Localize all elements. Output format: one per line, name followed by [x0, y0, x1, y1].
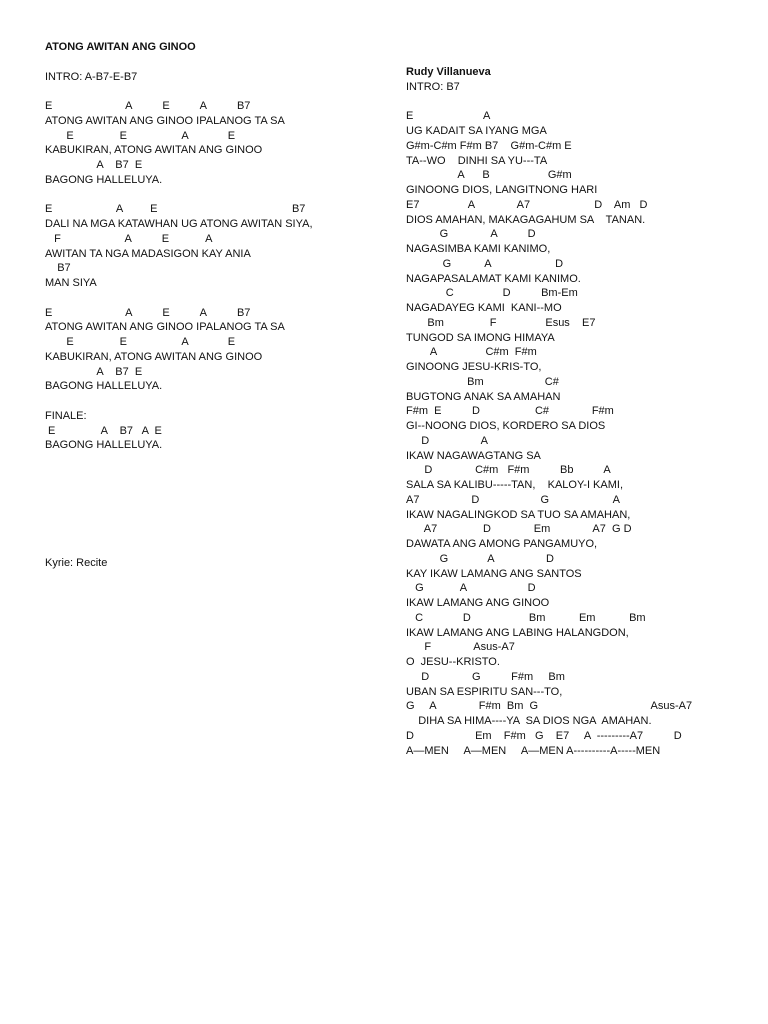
lyric-line: SALA SA KALIBU-----TAN, KALOY-I KAMI, — [406, 479, 624, 491]
chord-line: G A D — [406, 582, 536, 595]
lyric-line: DIOS AMAHAN, MAKAGAGAHUM SA TANAN. — [406, 213, 646, 226]
verse-3 — [45, 306, 395, 395]
song-title: ATONG AWITAN ANG GINOO — [45, 41, 196, 53]
lyric-line: KABUKIRAN, ATONG AWITAN ANG GINOO — [45, 350, 263, 363]
spacer — [45, 453, 395, 556]
chord-line: G A F#m Bm G Asus-A7 — [406, 700, 693, 713]
lyric-line: NAGADAYEG KAMI KANI--MO — [406, 302, 562, 314]
chord-line: E A E B7 — [45, 203, 306, 216]
lyric-line: ATONG AWITAN ANG GINOO IPALANOG TA SA — [45, 321, 285, 334]
chord-line: E A E A B7 — [45, 100, 251, 112]
intro-line: INTRO: B7 — [406, 80, 460, 93]
chord-line: Bm C# — [406, 375, 559, 388]
lyric-line: GINOONG DIOS, LANGITNONG HARI — [406, 184, 598, 196]
left-column — [45, 40, 395, 571]
lyric-line: TA--WO DINHI SA YU---TA — [406, 154, 548, 167]
lyric-line: BAGONG HALLELUYA. — [45, 439, 163, 452]
lyric-line: MAN SIYA — [45, 277, 97, 289]
chord-line: A B7 E — [45, 159, 143, 171]
lyric-line: AWITAN TA NGA MADASIGON KAY ANIA — [45, 247, 251, 260]
verse-2 — [45, 202, 395, 291]
lyric-line: BAGONG HALLELUYA. — [45, 380, 163, 393]
spacer — [45, 55, 395, 70]
chord-line: E A — [406, 110, 491, 123]
chord-line: G A D — [406, 552, 554, 565]
lyric-line: GINOONG JESU-KRIS-TO, — [406, 361, 542, 373]
chord-line: G A D — [406, 257, 564, 270]
spacer — [406, 95, 751, 110]
finale — [45, 409, 395, 453]
lyric-line: A—MEN A—MEN A—MEN A----------A-----MEN — [406, 744, 661, 757]
chord-line: E E A E — [45, 129, 236, 142]
kyrie-note: Kyrie: Recite — [45, 557, 108, 569]
finale-label: FINALE: — [45, 409, 87, 422]
gloria-song — [406, 109, 751, 758]
chord-line: D Em F#m G E7 A ---------A7 D — [406, 729, 682, 742]
chord-line: E A B7 A E — [45, 424, 162, 437]
lyric-line: DAWATA ANG AMONG PANGAMUYO, — [406, 538, 598, 550]
lyric-line: IKAW NAGALINGKOD SA TUO SA AMAHAN, — [406, 508, 631, 521]
chord-line: E7 A A7 D Am D — [406, 198, 648, 211]
chord-line: D A — [406, 434, 488, 447]
intro-line: INTRO: A-B7-E-B7 — [45, 70, 138, 83]
lyric-line: DALI NA MGA KATAWHAN UG ATONG AWITAN SIYA, — [45, 218, 313, 230]
chord-line: F A E A — [45, 232, 213, 245]
lyric-line: ATONG AWITAN ANG GINOO IPALANOG TA SA — [45, 114, 285, 127]
chord-line: D C#m F#m Bb A — [406, 464, 611, 477]
chord-line: A7 D G A — [406, 493, 620, 506]
lyric-line: BUGTONG ANAK SA AMAHAN — [406, 390, 561, 403]
right-column — [406, 65, 751, 758]
lyric-line: KABUKIRAN, ATONG AWITAN ANG GINOO — [45, 144, 263, 157]
lyric-line: IKAW LAMANG ANG LABING HALANGDON, — [406, 626, 629, 639]
chord-line: C D Bm-Em — [406, 287, 578, 300]
chord-line: C D Bm Em Bm — [406, 611, 646, 624]
lyric-line: IKAW NAGAWAGTANG SA — [406, 449, 541, 462]
chord-line: G#m-C#m F#m B7 G#m-C#m E — [406, 139, 572, 152]
spacer — [45, 84, 395, 99]
spacer — [45, 188, 395, 203]
composer-name: Rudy Villanueva — [406, 66, 491, 78]
spacer — [45, 291, 395, 306]
lyric-line: NAGAPASALAMAT KAMI KANIMO. — [406, 272, 581, 285]
lyric-line: GI--NOONG DIOS, KORDERO SA DIOS — [406, 420, 606, 432]
chord-line: Bm F Esus E7 — [406, 316, 596, 329]
lyric-line: IKAW LAMANG ANG GINOO — [406, 597, 550, 609]
lyric-line: UBAN SA ESPIRITU SAN---TO, — [406, 685, 563, 698]
lyric-line: UG KADAIT SA IYANG MGA — [406, 125, 547, 137]
chord-line: E E A E — [45, 336, 236, 348]
verse-1 — [45, 99, 395, 188]
lyric-line: DIHA SA HIMA----YA SA DIOS NGA AMAHAN. — [406, 715, 652, 727]
spacer — [45, 394, 395, 409]
lyric-line: TUNGOD SA IMONG HIMAYA — [406, 331, 555, 344]
chord-line: B7 — [45, 262, 71, 275]
chord-line: E A E A B7 — [45, 306, 251, 319]
chord-line: A B7 E — [45, 365, 143, 378]
chord-line: A B G#m — [406, 169, 572, 182]
chord-line: A7 D Em A7 G D — [406, 523, 632, 536]
lyric-line: BAGONG HALLELUYA. — [45, 173, 163, 186]
chord-line: G A D — [406, 228, 536, 241]
lyric-line: NAGASIMBA KAMI KANIMO, — [406, 243, 551, 255]
lyric-line: KAY IKAW LAMANG ANG SANTOS — [406, 567, 582, 580]
chord-line: D G F#m Bm — [406, 670, 565, 683]
chord-line: F#m E D C# F#m — [406, 405, 614, 418]
chord-line: A C#m F#m — [406, 346, 537, 359]
lyric-line: O JESU--KRISTO. — [406, 656, 500, 668]
chord-line: F Asus-A7 — [406, 641, 515, 654]
